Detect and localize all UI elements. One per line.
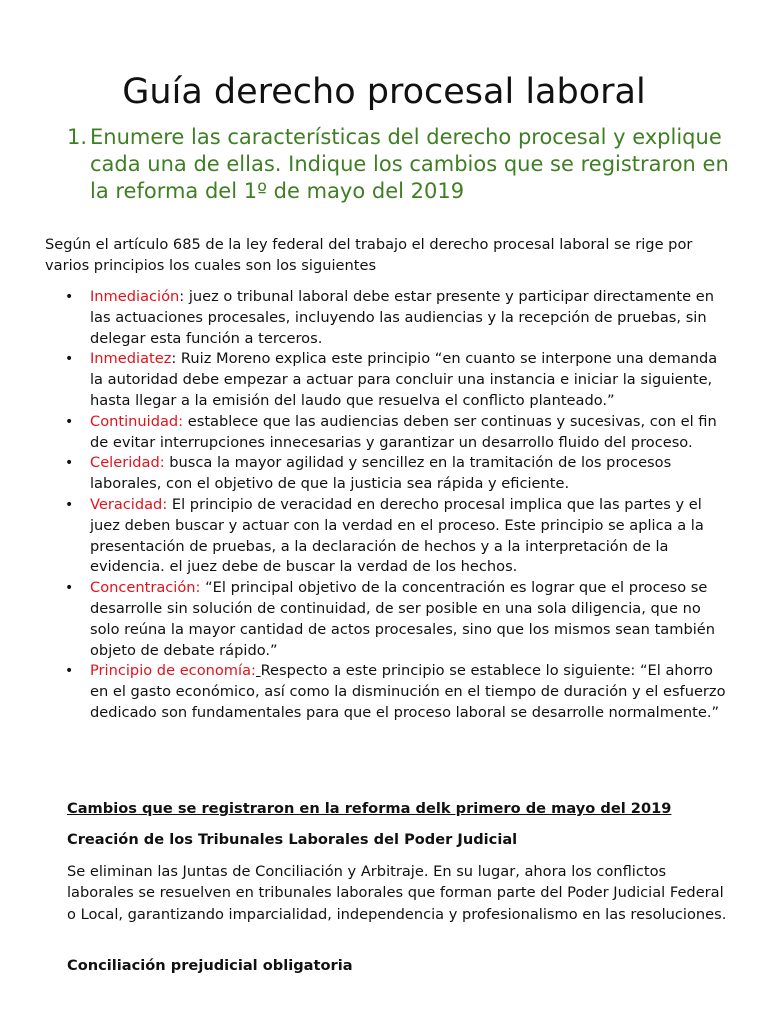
bullet-icon: •	[65, 351, 74, 368]
tribunals-paragraph: Se eliminan las Juntas de Conciliación y Arbitraje. En su lugar, ahora los conflictos laborales se resuelven en tribunales laborales que forman parte del Poder Judicial Federal o Local, garantizando imparcialidad, independencia y profesionalismo en las resoluciones.	[67, 863, 727, 923]
list-item	[65, 412, 726, 454]
principle-term: Celeridad:	[90, 454, 165, 472]
principle-text: El principio de veracidad en derecho procesal implica que las partes y el juez deben buscar y actuar con la verdad en el proceso. Este principio se aplica a la presentación de pruebas, a la declaración de hechos y a la interpretación de la evidencia. el juez debe de buscar la verdad de los hechos.	[90, 495, 704, 576]
list-item	[65, 578, 726, 661]
principle-text: establece que las audiencias deben ser continuas y sucesivas, con el fin de evitar interrupciones innecesarias y garantizar un desarrollo fluido del proceso.	[90, 412, 717, 451]
question-heading	[67, 124, 737, 205]
question-text: Enumere las características del derecho procesal y explique cada una de ellas. Indique los cambios que se registraron en la reforma del 1º de mayo del 2019	[90, 125, 729, 203]
principle-text: “El principal objetivo de la concentración es lograr que el proceso se desarrolle sin solución de continuidad, de ser posible en una sola diligencia, que no solo reúna la mayor cantidad de actos procesales, sino que los mismos sean también objeto de debate rápido.”	[90, 579, 716, 659]
principle-text: Ruiz Moreno explica este principio “en cuanto se interpone una demanda la autoridad debe empezar a actuar para concluir una instancia e iniciar la siguiente, hasta llegar a la emisión del laudo que resuelva el conflicto planteado.”	[90, 350, 718, 409]
principle-term: Inmediación	[90, 288, 180, 305]
principle-text: juez o tribunal laboral debe estar presente y participar directamente en las actuaciones procesales, incluyendo las audiencias y la recepción de pruebas, sin delegar esta función a terceros.	[90, 288, 714, 347]
list-item	[65, 453, 726, 495]
principles-list	[65, 287, 726, 724]
tribunals-heading: Creación de los Tribunales Laborales del Poder Judicial	[67, 831, 518, 848]
principle-separator: :	[179, 288, 185, 305]
list-item	[65, 349, 726, 411]
list-item	[65, 287, 726, 349]
list-item	[65, 495, 726, 578]
bullet-icon: •	[65, 413, 74, 430]
changes-heading: Cambios que se registraron en la reforma delk primero de mayo del 2019	[67, 800, 672, 817]
principle-term: Inmediatez	[90, 350, 172, 368]
bullet-icon: •	[65, 496, 74, 513]
principle-term: Veracidad:	[90, 495, 168, 513]
bullet-icon: •	[65, 455, 74, 472]
principle-term: Continuidad:	[90, 412, 184, 430]
intro-paragraph: Según el artículo 685 de la ley federal del trabajo el derecho procesal laboral se rige por varios principios los cuales son los siguientes	[45, 236, 693, 274]
principle-text: busca la mayor agilidad y sencillez en la tramitación de los procesos laborales, con el objetivo de que la justicia sea rápida y eficiente.	[90, 454, 672, 493]
bullet-icon: •	[65, 580, 74, 597]
list-item	[65, 661, 726, 723]
principle-text: Respecto a este principio se establece lo siguiente: “El ahorro en el gasto económico, así como la disminución en el tiempo de duración y el esfuerzo dedicado son fundamentales para que el proceso laboral se desarrolle normalmente.”	[90, 662, 726, 721]
bullet-icon: •	[65, 289, 74, 305]
principle-term: Concentración:	[90, 579, 201, 597]
principle-separator: :	[171, 350, 177, 368]
document-title: Guía derecho procesal laboral	[122, 72, 646, 112]
principle-term: Principio de economía:	[90, 662, 256, 680]
question-number: 1.	[67, 125, 88, 149]
conciliation-heading: Conciliación prejudicial obligatoria	[67, 957, 353, 974]
bullet-icon: •	[65, 663, 74, 680]
